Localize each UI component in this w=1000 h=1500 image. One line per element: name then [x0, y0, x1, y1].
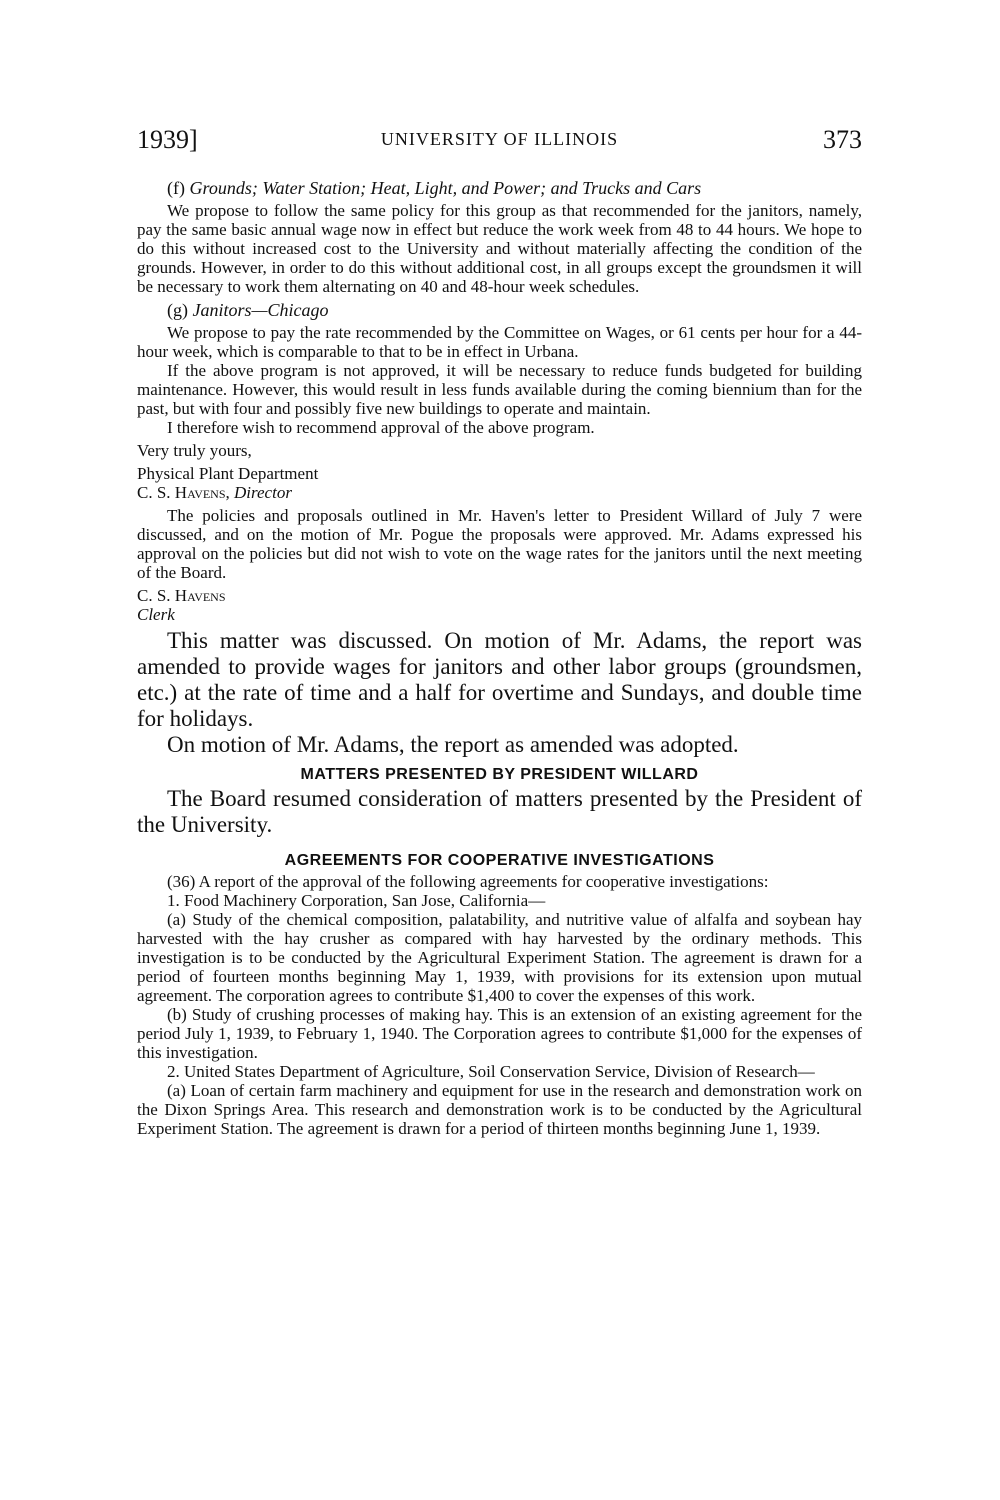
- header-title: UNIVERSITY OF ILLINOIS: [380, 129, 619, 149]
- item-2: 2. United States Department of Agriculture, Soil Conservation Service, Division of Research—: [167, 1062, 815, 1081]
- section-g-heading: [167, 300, 862, 321]
- section-f-title: Grounds; Water Station; Heat, Light, and Power; and Trucks and Cars: [189, 178, 702, 198]
- page-number: 373: [823, 125, 862, 154]
- section-g-title: Janitors—Chicago: [192, 300, 329, 320]
- letter-block: [137, 178, 862, 624]
- header-year: 1939]: [137, 125, 198, 154]
- paragraph-adopted: On motion of Mr. Adams, the report as amended was adopted.: [167, 732, 739, 757]
- section-f-heading: [167, 178, 862, 199]
- item-2a: (a) Loan of certain farm machinery and equipment for use in the research and demonstration work on the Dixon Springs Area. This research and demonstration work is to be conducted by the Agricultural Experiment Station. The agreement is drawn for a period of thirteen months beginning June 1, 1939.: [137, 1081, 862, 1138]
- clerk-signature-title: Clerk: [137, 605, 175, 624]
- paragraph-policies: The policies and proposals outlined in Mr. Haven's letter to President Willard of July 7 were discussed, and on the motion of Mr. Pogue the proposals were approved. Mr. Adams expressed his approval on the policies but did not wish to vote on the wage rates for the janitors until the next meeting of the Board.: [137, 506, 862, 582]
- section-f-label: (f): [167, 178, 185, 198]
- clerk-signature-name: C. S. Havens: [137, 586, 226, 605]
- paragraph-discussed: This matter was discussed. On motion of Mr. Adams, the report was amended to provide wages for janitors and other labor groups (groundsmen, etc.) at the rate of time and a half for overtime and Sundays, and double time for holidays.: [137, 628, 862, 731]
- letter-closing: Very truly yours,: [137, 441, 252, 460]
- section-g-label: (g): [167, 300, 188, 320]
- item-1: 1. Food Machinery Corporation, San Jose, California—: [167, 891, 546, 910]
- agreements-block: [137, 872, 862, 1138]
- heading-agreements: AGREEMENTS FOR COOPERATIVE INVESTIGATIONS: [284, 852, 715, 869]
- running-header: [137, 125, 862, 165]
- letter-signatory: C. S. Havens, Director: [137, 483, 292, 502]
- page-body: [137, 178, 862, 1138]
- item-1b: (b) Study of crushing processes of making hay. This is an extension of an existing agreement for the period July 1, 1939, to February 1, 1940. The Corporation agrees to contribute $1,000 for the expenses of this investigation.: [137, 1005, 862, 1062]
- section-f-text: We propose to follow the same policy for this group as that recommended for the janitors, namely, pay the same basic annual wage now in effect but reduce the work week from 48 to 44 hours. We hope to do this without increased cost to the University and without materially affecting the condition of the grounds. However, in order to do this without additional cost, in all groups except the groundsmen it will be necessary to work them alternating on 40 and 48-hour week schedules.: [137, 201, 862, 296]
- letter-signatory-name: C. S. Havens: [137, 483, 226, 502]
- heading-matters-presented: MATTERS PRESENTED BY PRESIDENT WILLARD: [300, 766, 699, 783]
- section-g-text: We propose to pay the rate recommended by the Committee on Wages, or 61 cents per hour for a 44-hour week, which is comparable to that to be in effect in Urbana.: [137, 323, 862, 361]
- minutes-block: [137, 628, 862, 838]
- letter-signatory-title: Director: [234, 483, 292, 502]
- paragraph-36: (36) A report of the approval of the following agreements for cooperative investigations:: [167, 872, 769, 891]
- paragraph-resumed: The Board resumed consideration of matters presented by the President of the University.: [137, 786, 862, 837]
- paragraph-program: If the above program is not approved, it will be necessary to reduce funds budgeted for building maintenance. However, this would result in less funds available during the coming biennium than for the past, but with four and possibly five new buildings to operate and maintain.: [137, 361, 862, 418]
- paragraph-recommend: I therefore wish to recommend approval of the above program.: [167, 418, 595, 437]
- item-1a: (a) Study of the chemical composition, palatability, and nutritive value of alfalfa and soybean hay harvested with the hay crusher as compared with hay harvested by the ordinary methods. This investigation is to be conducted by the Agricultural Experiment Station. The agreement is drawn for a period of fourteen months beginning May 1, 1939, with provisions for its extension upon mutual agreement. The corporation agrees to contribute $1,400 to cover the expenses of this work.: [137, 910, 862, 1005]
- letter-department: Physical Plant Department: [137, 464, 319, 483]
